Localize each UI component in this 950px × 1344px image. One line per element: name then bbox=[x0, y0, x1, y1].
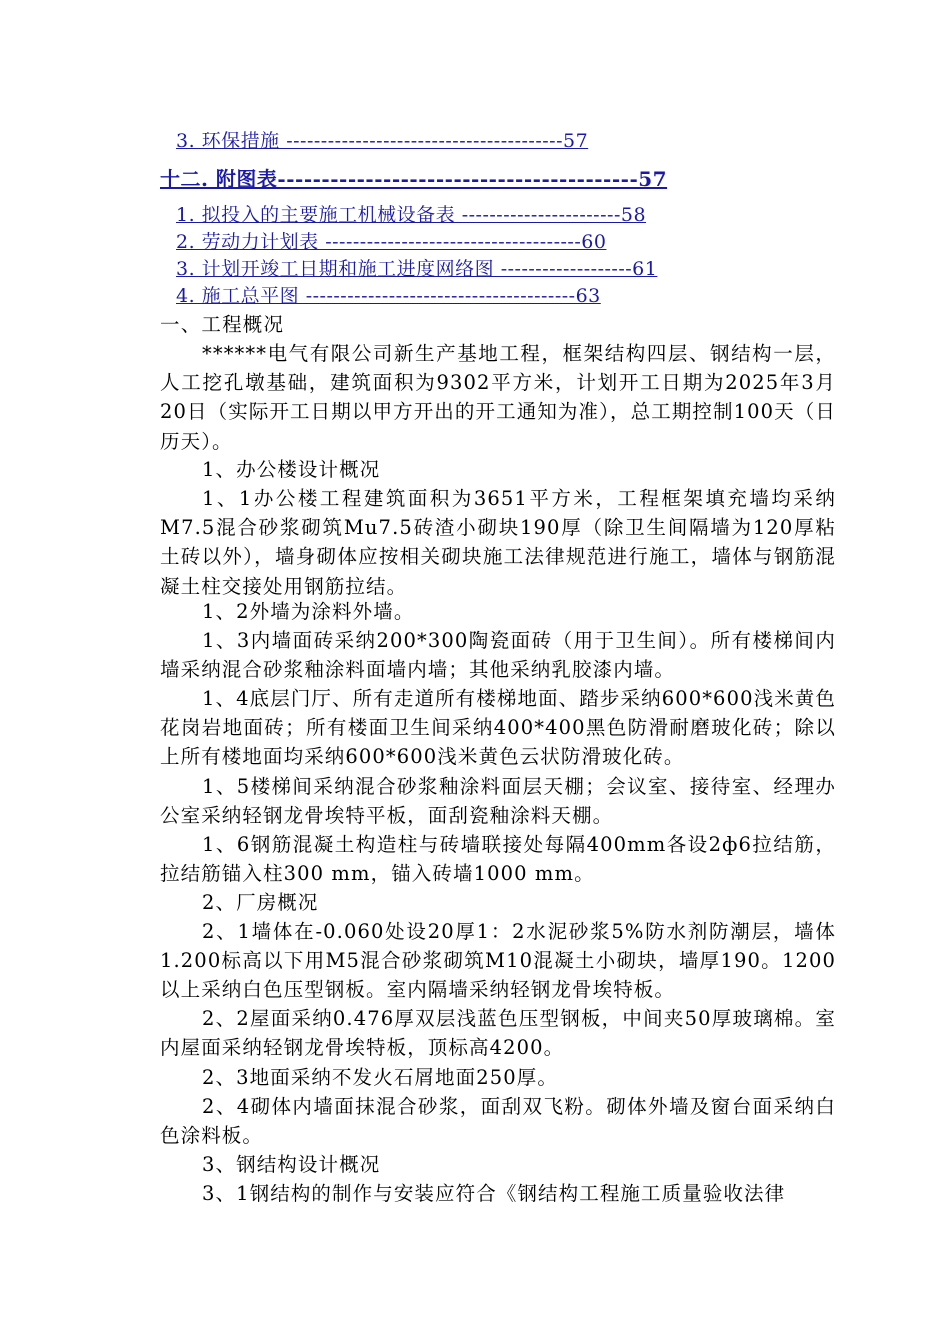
paragraph-3-1: 3、1钢结构的制作与安装应符合《钢结构工程施工质量验收法律 bbox=[202, 1182, 786, 1205]
paragraph-1-6: 1、6钢筋混凝土构造柱与砖墙联接处每隔400mm各设2ф6拉结筋，拉结筋锚入柱300 mm，锚入砖墙1000 mm。 bbox=[160, 833, 836, 886]
toc-item-site-plan[interactable]: 4. 施工总平图 ---------------------------------------63 bbox=[176, 285, 601, 307]
paragraph-1-2: 1、2外墙为涂料外墙。 bbox=[202, 600, 415, 623]
toc-item-appendix-tables[interactable]: 十二. 附图表-----------------------------------------57 bbox=[160, 167, 668, 191]
paragraph-1-1: 1、1办公楼工程建筑面积为3651平方米，工程框架填充墙均采纳M7.5混合砂浆砌筑Mu7.5砖渣小砌块190厚（除卫生间隔墙为120厚粘土砖以外），墙身砌体应按相关砌块施工法律规范进行施工，墙体与钢筋混凝土柱交接处用钢筋拉结。 bbox=[160, 487, 836, 598]
paragraph-2-3: 2、3地面采纳不发火石屑地面250厚。 bbox=[202, 1066, 558, 1089]
paragraph-1-5: 1、5楼梯间采纳混合砂浆釉涂料面层天棚；会议室、接待室、经理办公室采纳轻钢龙骨埃特平板，面刮瓷釉涂料天棚。 bbox=[160, 775, 836, 828]
paragraph-2-1: 2、1墙体在-0.060处设20厚1：2水泥砂浆5%防水剂防潮层，墙体1.200标高以下用M5混合砂浆砌筑M10混凝土小砌块，墙厚190。1200以上采纳白色压型钢板。室内隔墙采纳轻钢龙骨埃特板。 bbox=[160, 920, 836, 1002]
toc-item-machinery-table[interactable]: 1. 拟投入的主要施工机械设备表 -----------------------58 bbox=[176, 204, 647, 226]
toc-item-schedule-network[interactable]: 3. 计划开竣工日期和施工进度网络图 -------------------61 bbox=[176, 258, 658, 280]
heading-steel-structure: 3、钢结构设计概况 bbox=[202, 1153, 381, 1176]
heading-office-design: 1、办公楼设计概况 bbox=[202, 458, 381, 481]
paragraph-1-3: 1、3内墙面砖采纳200*300陶瓷面砖（用于卫生间）。所有楼梯间内墙采纳混合砂浆釉涂料面墙内墙；其他采纳乳胶漆内墙。 bbox=[160, 629, 836, 682]
heading-factory-overview: 2、厂房概况 bbox=[202, 891, 319, 914]
paragraph-1-4: 1、4底层门厅、所有走道所有楼梯地面、踏步采纳600*600浅米黄色花岗岩地面砖；所有楼面卫生间采纳400*400黑色防滑耐磨玻化砖；除以上所有楼地面均采纳600*600浅米黄色云状防滑玻化砖。 bbox=[160, 687, 836, 769]
paragraph-overview: ******电气有限公司新生产基地工程，框架结构四层、钢结构一层，人工挖孔墩基础，建筑面积为9302平方米，计划开工日期为2025年3月20日（实际开工日期以甲方开出的开工通知为准），总工期控制100天（日历天）。 bbox=[160, 342, 836, 453]
paragraph-2-2: 2、2屋面采纳0.476厚双层浅蓝色压型钢板，中间夹50厚玻璃棉。室内屋面采纳轻钢龙骨埃特板，顶标高4200。 bbox=[160, 1007, 836, 1060]
toc-item-environmental-measures[interactable]: 3. 环保措施 ----------------------------------------57 bbox=[176, 130, 589, 152]
section-title: 一、工程概况 bbox=[160, 313, 285, 336]
toc-item-labor-plan[interactable]: 2. 劳动力计划表 -------------------------------------60 bbox=[176, 231, 607, 253]
paragraph-2-4: 2、4砌体内墙面抹混合砂浆，面刮双飞粉。砌体外墙及窗台面采纳白色涂料板。 bbox=[160, 1095, 836, 1148]
